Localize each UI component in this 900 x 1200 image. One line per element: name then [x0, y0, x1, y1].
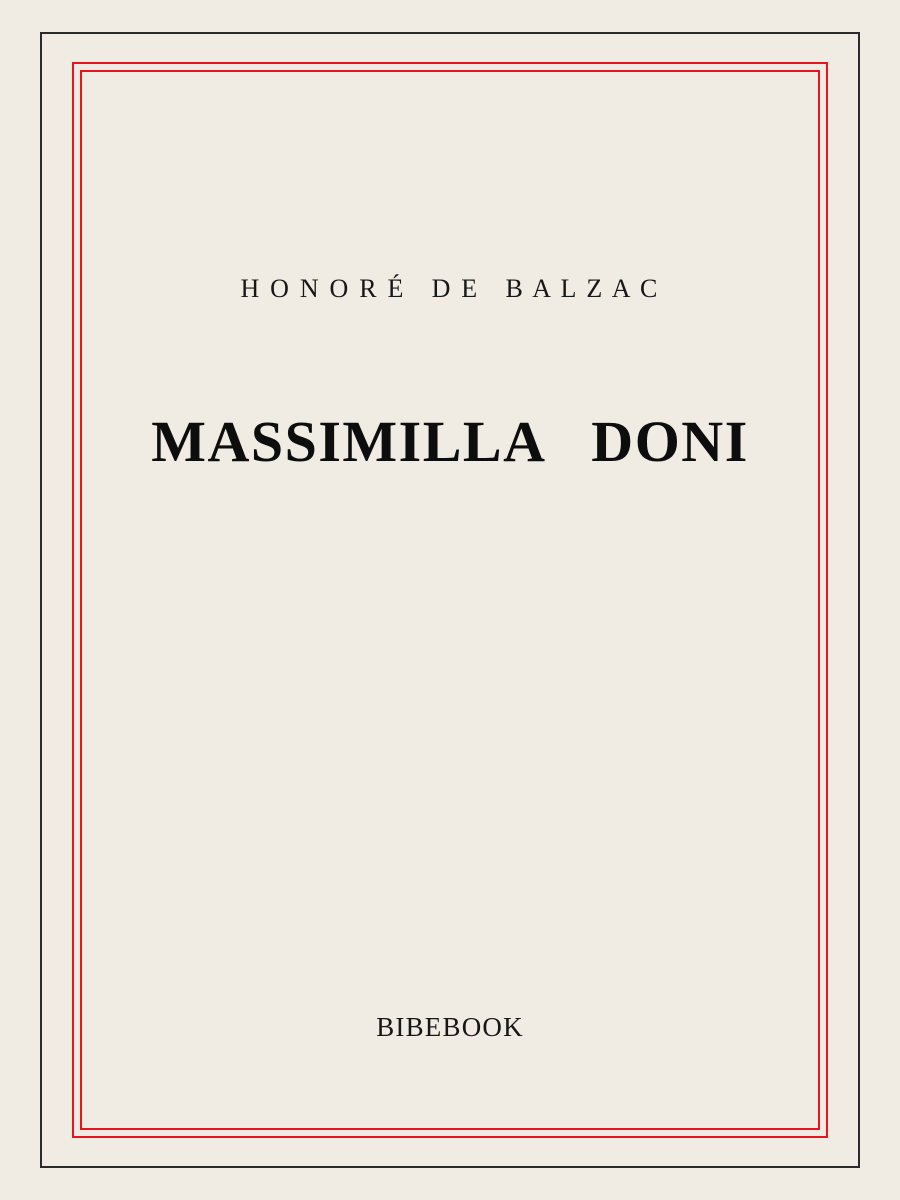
publisher-name: BIBEBOOK	[376, 1012, 524, 1042]
author-name: H O N O R É D E B A L Z A C	[240, 274, 660, 303]
book-title: MASSIMILLA DONI	[151, 409, 749, 474]
cover-content	[82, 72, 818, 1128]
